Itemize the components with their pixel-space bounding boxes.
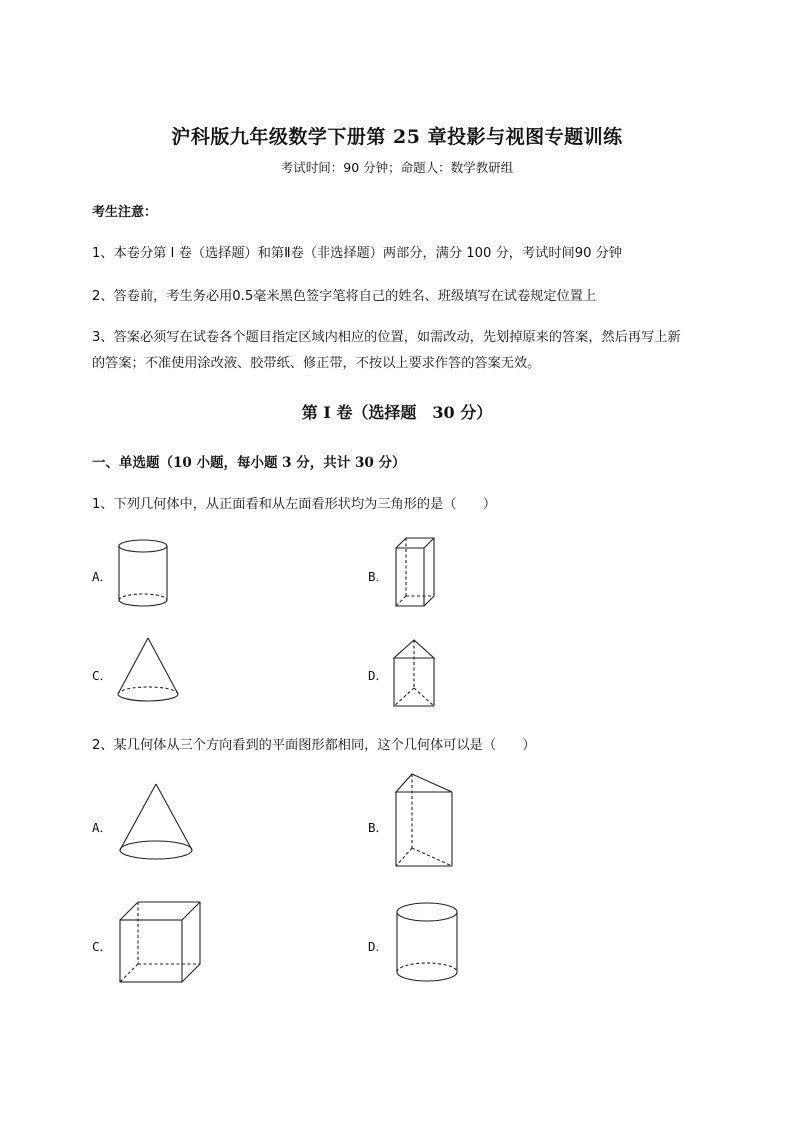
cone-icon	[116, 780, 198, 866]
notice-item-2: 2、答卷前，考生务必用0.5毫米黑色签字笔将自己的姓名、班级填写在试卷规定位置上	[92, 289, 597, 304]
cylinder-icon	[115, 536, 175, 616]
q1-option-c-label[interactable]: C．	[92, 668, 113, 683]
q2-option-a-label[interactable]: A．	[92, 820, 113, 835]
section-title: 第 I 卷（选择题 30 分）	[301, 403, 493, 422]
part-heading: 一、单选题（10 小题，每小题 3 分，共计 30 分）	[92, 455, 406, 471]
notice-heading: 考生注意：	[92, 205, 158, 220]
question-2-stem: 2、某几何体从三个方向看到的平面图形都相同，这个几何体可以是（ ）	[92, 738, 536, 753]
cylinder-icon	[395, 898, 465, 990]
notice-item-3-line-2: 的答案；不准使用涂改液、胶带纸、修正带，不按以上要求作答的答案无效。	[92, 356, 541, 371]
notice-item-3-line-1: 3、答案必须写在试卷各个题目指定区域内相应的位置，如需改动，先划掉原来的答案，然后再写上新	[92, 330, 681, 345]
q1-option-d-label[interactable]: D．	[368, 668, 389, 683]
exam-info: 考试时间：90 分钟；命题人：数学教研组	[280, 160, 514, 175]
q2-option-d-label[interactable]: D．	[368, 939, 389, 954]
notice-item-1: 1、本卷分第 I 卷（选择题）和第Ⅱ卷（非选择题）两部分，满分 100 分，考试时间90 分钟	[92, 246, 623, 261]
cube-icon	[116, 898, 208, 988]
rectangular-prism-icon	[392, 534, 442, 614]
triangular-prism-icon	[390, 636, 446, 716]
q1-option-b-label[interactable]: B．	[368, 569, 389, 584]
q1-option-a-label[interactable]: A．	[92, 569, 113, 584]
triangular-prism-icon	[392, 770, 460, 876]
document-title: 沪科版九年级数学下册第 25 章投影与视图专题训练	[171, 126, 623, 148]
cone-icon	[113, 634, 183, 714]
question-1-stem: 1、下列几何体中，从正面看和从左面看形状均为三角形的是（ ）	[92, 497, 497, 512]
q2-option-b-label[interactable]: B．	[368, 820, 389, 835]
q2-option-c-label[interactable]: C．	[92, 939, 113, 954]
